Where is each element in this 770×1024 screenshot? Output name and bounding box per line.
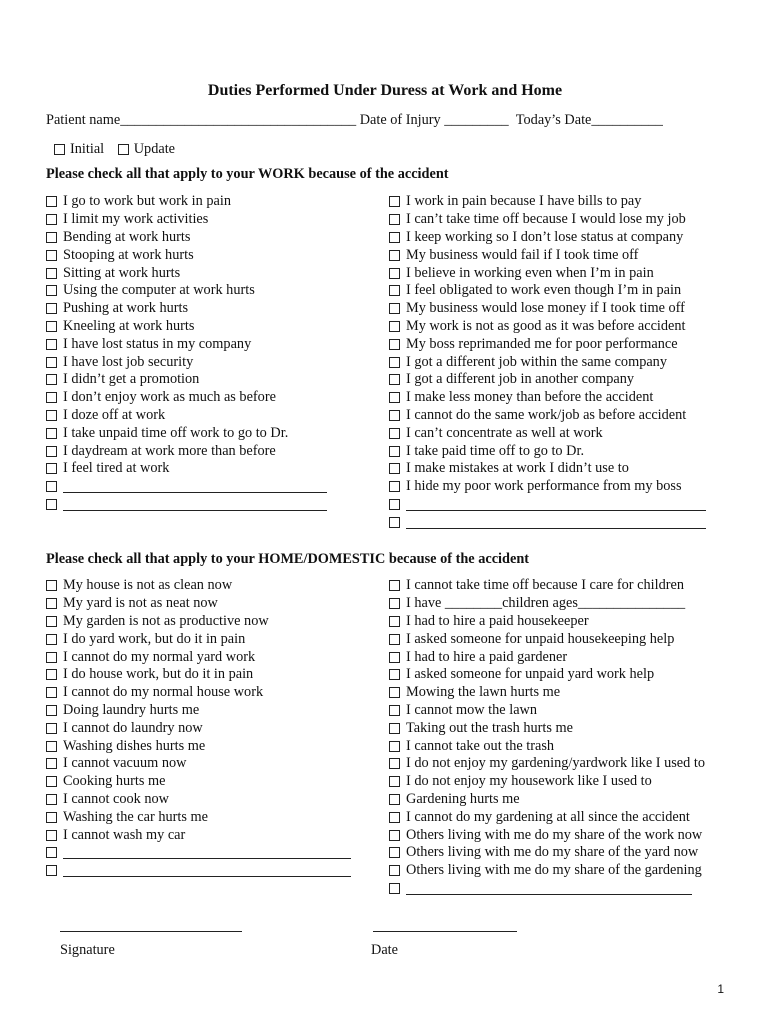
checklist-item-label: I feel tired at work (63, 460, 170, 477)
checklist-item-label: I cannot do laundry now (63, 719, 203, 736)
todays-date-field[interactable]: Today’s Date__________ (515, 112, 663, 128)
checklist-item-label: Kneeling at work hurts (63, 317, 195, 334)
checklist-item[interactable] (389, 684, 705, 702)
checklist-item-label: I got a different job in another company (406, 371, 635, 388)
checklist-item[interactable] (46, 389, 327, 407)
checklist-item-label: My house is not as clean now (63, 577, 233, 594)
checklist-item[interactable] (46, 684, 351, 702)
checklist-item[interactable] (389, 318, 706, 336)
checklist-item[interactable] (389, 300, 706, 318)
checklist-item-label: Pushing at work hurts (63, 300, 189, 317)
checklist-item-label: Bending at work hurts (63, 228, 191, 245)
checklist-item[interactable] (46, 211, 327, 229)
checklist-item-label: I can’t concentrate as well at work (406, 424, 603, 441)
signature-label: Signature (60, 942, 115, 958)
checkbox[interactable] (389, 830, 400, 841)
work-section-heading: Please check all that apply to your WORK because of the accident (46, 166, 449, 182)
checklist-item[interactable] (46, 407, 327, 425)
checkbox[interactable] (389, 652, 400, 663)
checklist-item-label: I don’t enjoy work as much as before (63, 389, 276, 406)
initial-checkbox[interactable] (54, 144, 65, 155)
checklist-item[interactable] (46, 808, 351, 826)
checklist-item-label: I daydream at work more than before (63, 442, 276, 459)
checkbox[interactable] (389, 428, 400, 439)
checkbox[interactable] (389, 794, 400, 805)
checklist-item[interactable] (46, 300, 327, 318)
checklist-item-label: I do house work, but do it in pain (63, 666, 254, 683)
checklist-item[interactable] (46, 353, 327, 371)
checklist-item[interactable] (389, 460, 706, 478)
checkbox[interactable] (46, 758, 57, 769)
blank-checklist-item[interactable] (46, 844, 351, 862)
blank-write-in-line[interactable] (406, 498, 706, 511)
checklist-item[interactable] (389, 264, 706, 282)
checklist-item-label: Others living with me do my share of the gardening (406, 862, 702, 879)
checklist-item-label: I make mistakes at work I didn’t use to (406, 460, 629, 477)
checklist-item-label: Gardening hurts me (406, 790, 520, 807)
checklist-item[interactable] (46, 318, 327, 336)
checkbox[interactable] (46, 669, 57, 680)
checkbox[interactable] (46, 499, 57, 510)
blank-write-in-line[interactable] (406, 516, 706, 529)
blank-write-in-line[interactable] (63, 498, 327, 511)
checkbox[interactable] (389, 392, 400, 403)
checklist-item[interactable] (46, 335, 327, 353)
checklist-item[interactable] (389, 826, 705, 844)
checklist-item-label: Doing laundry hurts me (63, 701, 200, 718)
checklist-item-label: My yard is not as neat now (63, 595, 218, 612)
checklist-item-label: Taking out the trash hurts me (406, 719, 573, 736)
checklist-item-label: I do not enjoy my gardening/yardwork like I used to (406, 755, 705, 772)
checkbox[interactable] (46, 847, 57, 858)
checkbox[interactable] (389, 463, 400, 474)
checklist-item[interactable] (46, 719, 351, 737)
checkbox[interactable] (389, 446, 400, 457)
checklist-item[interactable] (389, 442, 706, 460)
checklist-item[interactable] (389, 630, 705, 648)
checklist-item[interactable] (389, 862, 705, 880)
checkbox[interactable] (389, 723, 400, 734)
checklist-item-label: I cannot do my gardening at all since the accident (406, 808, 690, 825)
checkbox[interactable] (389, 580, 400, 591)
checklist-item-label: I hide my poor work performance from my boss (406, 478, 682, 495)
checklist-item-label: I doze off at work (63, 406, 166, 423)
checkbox[interactable] (46, 410, 57, 421)
checkbox[interactable] (46, 446, 57, 457)
checklist-item[interactable] (389, 407, 706, 425)
checklist-item-label: I limit my work activities (63, 211, 209, 228)
checklist-item-label: I cannot do the same work/job as before accident (406, 406, 687, 423)
checkbox[interactable] (389, 214, 400, 225)
checklist-item-label: I make less money than before the accident (406, 389, 654, 406)
checklist-item-label: I cannot wash my car (63, 826, 186, 843)
checklist-item-label: I had to hire a paid housekeeper (406, 612, 589, 629)
blank-write-in-line[interactable] (63, 846, 351, 859)
checklist-item-label: I asked someone for unpaid yard work help (406, 666, 655, 683)
checklist-item-label: I cannot take time off because I care for children (406, 577, 684, 594)
checklist-item[interactable] (389, 389, 706, 407)
checklist-item[interactable] (46, 773, 351, 791)
checkbox[interactable] (389, 410, 400, 421)
blank-checklist-item[interactable] (389, 513, 706, 531)
checkbox[interactable] (389, 196, 400, 207)
home-right-column (389, 577, 705, 897)
form-type-options (54, 141, 185, 160)
checklist-item-label: I work in pain because I have bills to pay (406, 193, 642, 210)
checklist-item[interactable] (46, 442, 327, 460)
checkbox[interactable] (46, 321, 57, 332)
blank-checklist-item[interactable] (46, 862, 351, 880)
checkbox[interactable] (46, 616, 57, 627)
checkbox[interactable] (46, 794, 57, 805)
checkbox[interactable] (46, 687, 57, 698)
blank-checklist-item[interactable] (46, 496, 327, 514)
checklist-item[interactable] (46, 791, 351, 809)
checklist-item-label: My boss reprimanded me for poor performance (406, 335, 678, 352)
checklist-item[interactable] (46, 424, 327, 442)
checklist-item-label: I didn’t get a promotion (63, 371, 200, 388)
checklist-item-label: I believe in working even when I’m in pain (406, 264, 654, 281)
checkbox[interactable] (389, 687, 400, 698)
checkbox[interactable] (46, 232, 57, 243)
home-section-heading: Please check all that apply to your HOME/DOMESTIC because of the accident (46, 551, 530, 567)
checklist-item[interactable] (389, 246, 706, 264)
checkbox[interactable] (46, 705, 57, 716)
checklist-item-label: I keep working so I don’t lose status at company (406, 228, 684, 245)
checkbox[interactable] (389, 865, 400, 876)
checklist-item[interactable] (389, 613, 705, 631)
checkbox[interactable] (46, 250, 57, 261)
checklist-item-label: Washing the car hurts me (63, 808, 208, 825)
checklist-item-label: I take unpaid time off work to go to Dr. (63, 424, 289, 441)
checklist-item-label: Mowing the lawn hurts me (406, 684, 561, 701)
checklist-item[interactable] (389, 808, 705, 826)
checkbox[interactable] (389, 268, 400, 279)
checkbox[interactable] (46, 463, 57, 474)
checkbox[interactable] (389, 776, 400, 787)
checklist-item-label: My garden is not as productive now (63, 612, 269, 629)
checklist-item-label: I cannot cook now (63, 790, 170, 807)
checkbox[interactable] (46, 428, 57, 439)
patient-name-field[interactable]: ________________________________ (120, 112, 349, 128)
checklist-item-label: I asked someone for unpaid housekeeping help (406, 630, 675, 647)
update-option[interactable] (118, 141, 175, 158)
checklist-item[interactable] (389, 229, 706, 247)
checklist-item[interactable] (389, 424, 706, 442)
update-label: Update (133, 141, 176, 157)
checkbox[interactable] (389, 232, 400, 243)
checklist-item[interactable] (389, 211, 706, 229)
date-line[interactable] (373, 930, 517, 932)
checklist-item[interactable] (389, 702, 705, 720)
checklist-item-label: I go to work but work in pain (63, 193, 231, 210)
checklist-item[interactable] (46, 648, 351, 666)
initial-label: Initial (70, 141, 105, 157)
checkbox[interactable] (389, 741, 400, 752)
checklist-item[interactable] (389, 595, 705, 613)
checklist-item[interactable] (389, 577, 705, 595)
checkbox[interactable] (389, 705, 400, 716)
checkbox[interactable] (389, 758, 400, 769)
blank-checklist-item[interactable] (389, 880, 705, 898)
checklist-item[interactable] (389, 755, 705, 773)
update-checkbox[interactable] (118, 144, 129, 155)
checklist-item-label: I cannot take out the trash (406, 737, 555, 754)
patient-info-line (46, 112, 663, 129)
checklist-item-label: I got a different job within the same company (406, 353, 667, 370)
checklist-item-label: I have lost job security (63, 353, 194, 370)
date-label: Date (371, 942, 398, 958)
checklist-item[interactable] (46, 666, 351, 684)
checklist-item[interactable] (46, 755, 351, 773)
blank-checklist-item[interactable] (389, 496, 706, 514)
date-of-injury-field[interactable]: _ Date of Injury _________ (349, 112, 509, 128)
checkbox[interactable] (46, 741, 57, 752)
signature-line[interactable] (60, 930, 242, 932)
checkbox[interactable] (46, 812, 57, 823)
checkbox[interactable] (46, 285, 57, 296)
checkbox[interactable] (389, 812, 400, 823)
checklist-item[interactable] (46, 737, 351, 755)
checkbox[interactable] (389, 481, 400, 492)
checkbox[interactable] (46, 723, 57, 734)
checklist-item[interactable] (389, 193, 706, 211)
checklist-item[interactable] (46, 246, 327, 264)
checkbox[interactable] (46, 392, 57, 403)
checkbox[interactable] (46, 776, 57, 787)
checkbox[interactable] (46, 652, 57, 663)
checklist-item-label: I do not enjoy my housework like I used to (406, 773, 652, 790)
checklist-item-label: I cannot do my normal yard work (63, 648, 256, 665)
checkbox[interactable] (46, 634, 57, 645)
checkbox[interactable] (389, 250, 400, 261)
checklist-item[interactable] (389, 773, 705, 791)
checkbox[interactable] (46, 865, 57, 876)
checkbox[interactable] (389, 616, 400, 627)
checklist-item[interactable] (46, 702, 351, 720)
checklist-item[interactable] (46, 264, 327, 282)
checklist-item-label: I cannot vacuum now (63, 755, 187, 772)
initial-option[interactable] (54, 141, 104, 158)
checkbox[interactable] (46, 303, 57, 314)
checklist-item-label: I cannot mow the lawn (406, 701, 538, 718)
checklist-item[interactable] (389, 282, 706, 300)
checklist-item[interactable] (389, 353, 706, 371)
checkbox[interactable] (389, 339, 400, 350)
checkbox[interactable] (389, 847, 400, 858)
checklist-item[interactable] (46, 282, 327, 300)
checkbox[interactable] (46, 339, 57, 350)
patient-name-label: Patient name (46, 112, 121, 128)
checkbox[interactable] (389, 883, 400, 894)
checkbox[interactable] (46, 598, 57, 609)
checkbox[interactable] (46, 196, 57, 207)
blank-write-in-line[interactable] (63, 480, 327, 493)
checklist-item[interactable] (46, 630, 351, 648)
checkbox[interactable] (389, 285, 400, 296)
checklist-item-label: I have lost status in my company (63, 335, 252, 352)
checklist-item[interactable] (46, 613, 351, 631)
checklist-item[interactable] (46, 595, 351, 613)
checklist-item[interactable] (46, 229, 327, 247)
checklist-item-label: My work is not as good as it was before accident (406, 317, 686, 334)
checklist-item-label: I have ________children ages_______________ (406, 595, 686, 612)
checkbox[interactable] (389, 303, 400, 314)
checklist-item[interactable] (46, 371, 327, 389)
checklist-item[interactable] (389, 335, 706, 353)
checklist-item[interactable] (389, 844, 705, 862)
work-left-column (46, 193, 327, 513)
blank-checklist-item[interactable] (46, 478, 327, 496)
checkbox[interactable] (389, 634, 400, 645)
blank-write-in-line[interactable] (63, 864, 351, 877)
home-left-column (46, 577, 351, 880)
checklist-item-label: I feel obligated to work even though I’m in pain (406, 282, 682, 299)
checklist-item-label: Cooking hurts me (63, 773, 166, 790)
checkbox[interactable] (46, 481, 57, 492)
checkbox[interactable] (389, 598, 400, 609)
checklist-item[interactable] (46, 577, 351, 595)
checklist-item-label: I do yard work, but do it in pain (63, 630, 246, 647)
checklist-item[interactable] (389, 371, 706, 389)
checkbox[interactable] (389, 321, 400, 332)
checklist-item-label: My business would fail if I took time off (406, 246, 639, 263)
checklist-item-label: I can’t take time off because I would lose my job (406, 211, 686, 228)
checkbox[interactable] (389, 357, 400, 368)
checklist-item[interactable] (389, 737, 705, 755)
checklist-item-label: Sitting at work hurts (63, 264, 181, 281)
checklist-item[interactable] (389, 666, 705, 684)
checklist-item-label: My business would lose money if I took time off (406, 300, 685, 317)
checklist-item[interactable] (46, 193, 327, 211)
checkbox[interactable] (46, 268, 57, 279)
checklist-item-label: I take paid time off to go to Dr. (406, 442, 585, 459)
checklist-item[interactable] (389, 719, 705, 737)
checkbox[interactable] (46, 214, 57, 225)
checklist-item-label: Others living with me do my share of the yard now (406, 844, 699, 861)
checkbox[interactable] (389, 517, 400, 528)
checkbox[interactable] (46, 830, 57, 841)
work-right-column (389, 193, 706, 531)
checklist-item-label: I cannot do my normal house work (63, 684, 264, 701)
checklist-item-label: Using the computer at work hurts (63, 282, 255, 299)
checklist-item[interactable] (46, 826, 351, 844)
checklist-item[interactable] (389, 478, 706, 496)
checklist-item[interactable] (389, 648, 705, 666)
checkbox[interactable] (46, 374, 57, 385)
checkbox[interactable] (389, 669, 400, 680)
checklist-item-label: I had to hire a paid gardener (406, 648, 568, 665)
checklist-item[interactable] (46, 460, 327, 478)
form-title: Duties Performed Under Duress at Work and Home (207, 82, 563, 99)
checklist-item[interactable] (389, 791, 705, 809)
checklist-item-label: Others living with me do my share of the work now (406, 826, 703, 843)
blank-write-in-line[interactable] (406, 882, 692, 895)
checklist-item-label: Washing dishes hurts me (63, 737, 206, 754)
checkbox[interactable] (389, 374, 400, 385)
checklist-item-label: Stooping at work hurts (63, 246, 194, 263)
checkbox[interactable] (46, 357, 57, 368)
page-number: 1 (717, 982, 724, 996)
checkbox[interactable] (389, 499, 400, 510)
checkbox[interactable] (46, 580, 57, 591)
